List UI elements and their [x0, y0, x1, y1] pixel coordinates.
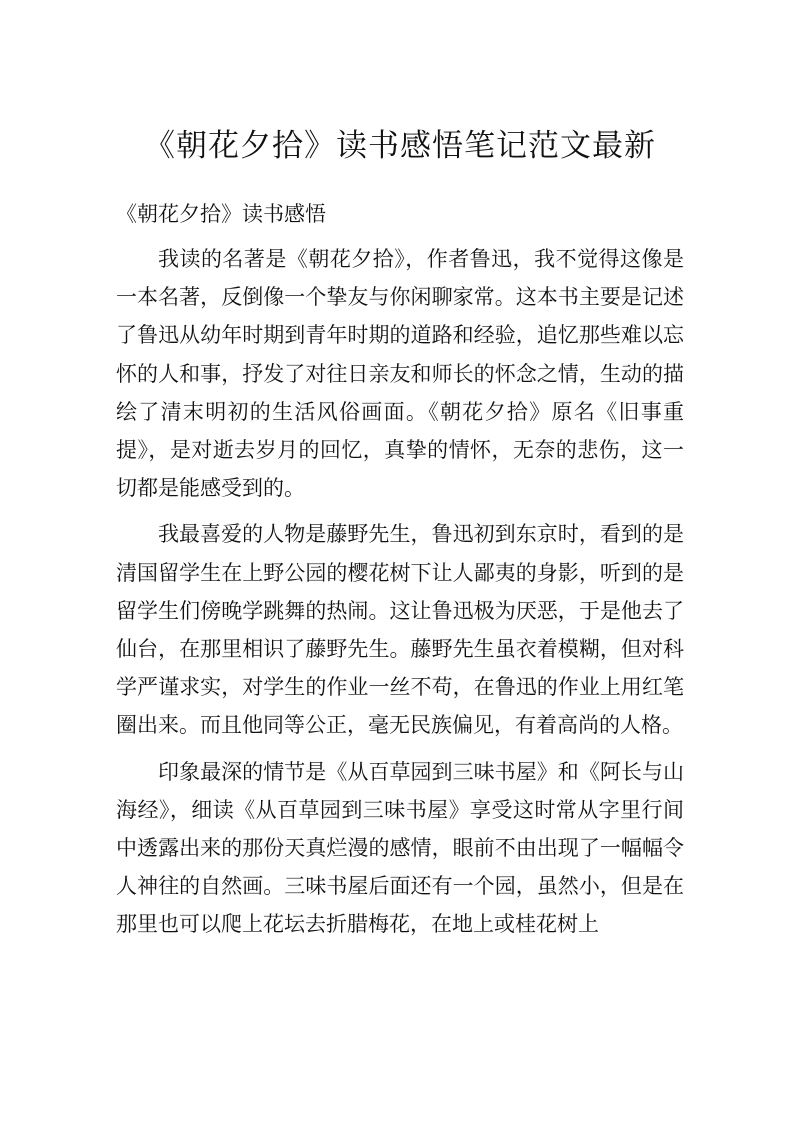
document-title: 《朝花夕拾》读书感悟笔记范文最新	[144, 128, 656, 164]
document-subtitle: 《朝花夕拾》读书感悟	[116, 202, 326, 226]
document-body	[116, 240, 684, 952]
paragraph-1: 我读的名著是《朝花夕拾》，作者鲁迅，我不觉得这像是一本名著，反倒像一个挚友与你闲聊家常。这本书主要是记述了鲁迅从幼年时期到青年时期的道路和经验，追忆那些难以忘怀的人和事，抒发了对往日亲友和师长的怀念之情，生动的描绘了清末明初的生活风俗画面。《朝花夕拾》原名《旧事重提》，是对逝去岁月的回忆，真挚的情怀，无奈的悲伤，这一切都是能感受到的。	[116, 247, 684, 501]
paragraph-3: 印象最深的情节是《从百草园到三味书屋》和《阿长与山海经》，细读《从百草园到三味书屋》享受这时常从字里行间中透露出来的那份天真烂漫的感情，眼前不由出现了一幅幅令人神往的自然画。三味书屋后面还有一个园，虽然小，但是在那里也可以爬上花坛去折腊梅花，在地上或桂花树上	[116, 759, 684, 937]
paragraph-2: 我最喜爱的人物是藤野先生，鲁迅初到东京时，看到的是清国留学生在上野公园的樱花树下让人鄙夷的身影，听到的是留学生们傍晚学跳舞的热闹。这让鲁迅极为厌恶，于是他去了仙台，在那里相识了藤野先生。藤野先生虽衣着模糊，但对科学严谨求实，对学生的作业一丝不苟，在鲁迅的作业上用红笔圈出来。而且他同等公正，毫无民族偏见，有着高尚的人格。	[116, 522, 684, 738]
